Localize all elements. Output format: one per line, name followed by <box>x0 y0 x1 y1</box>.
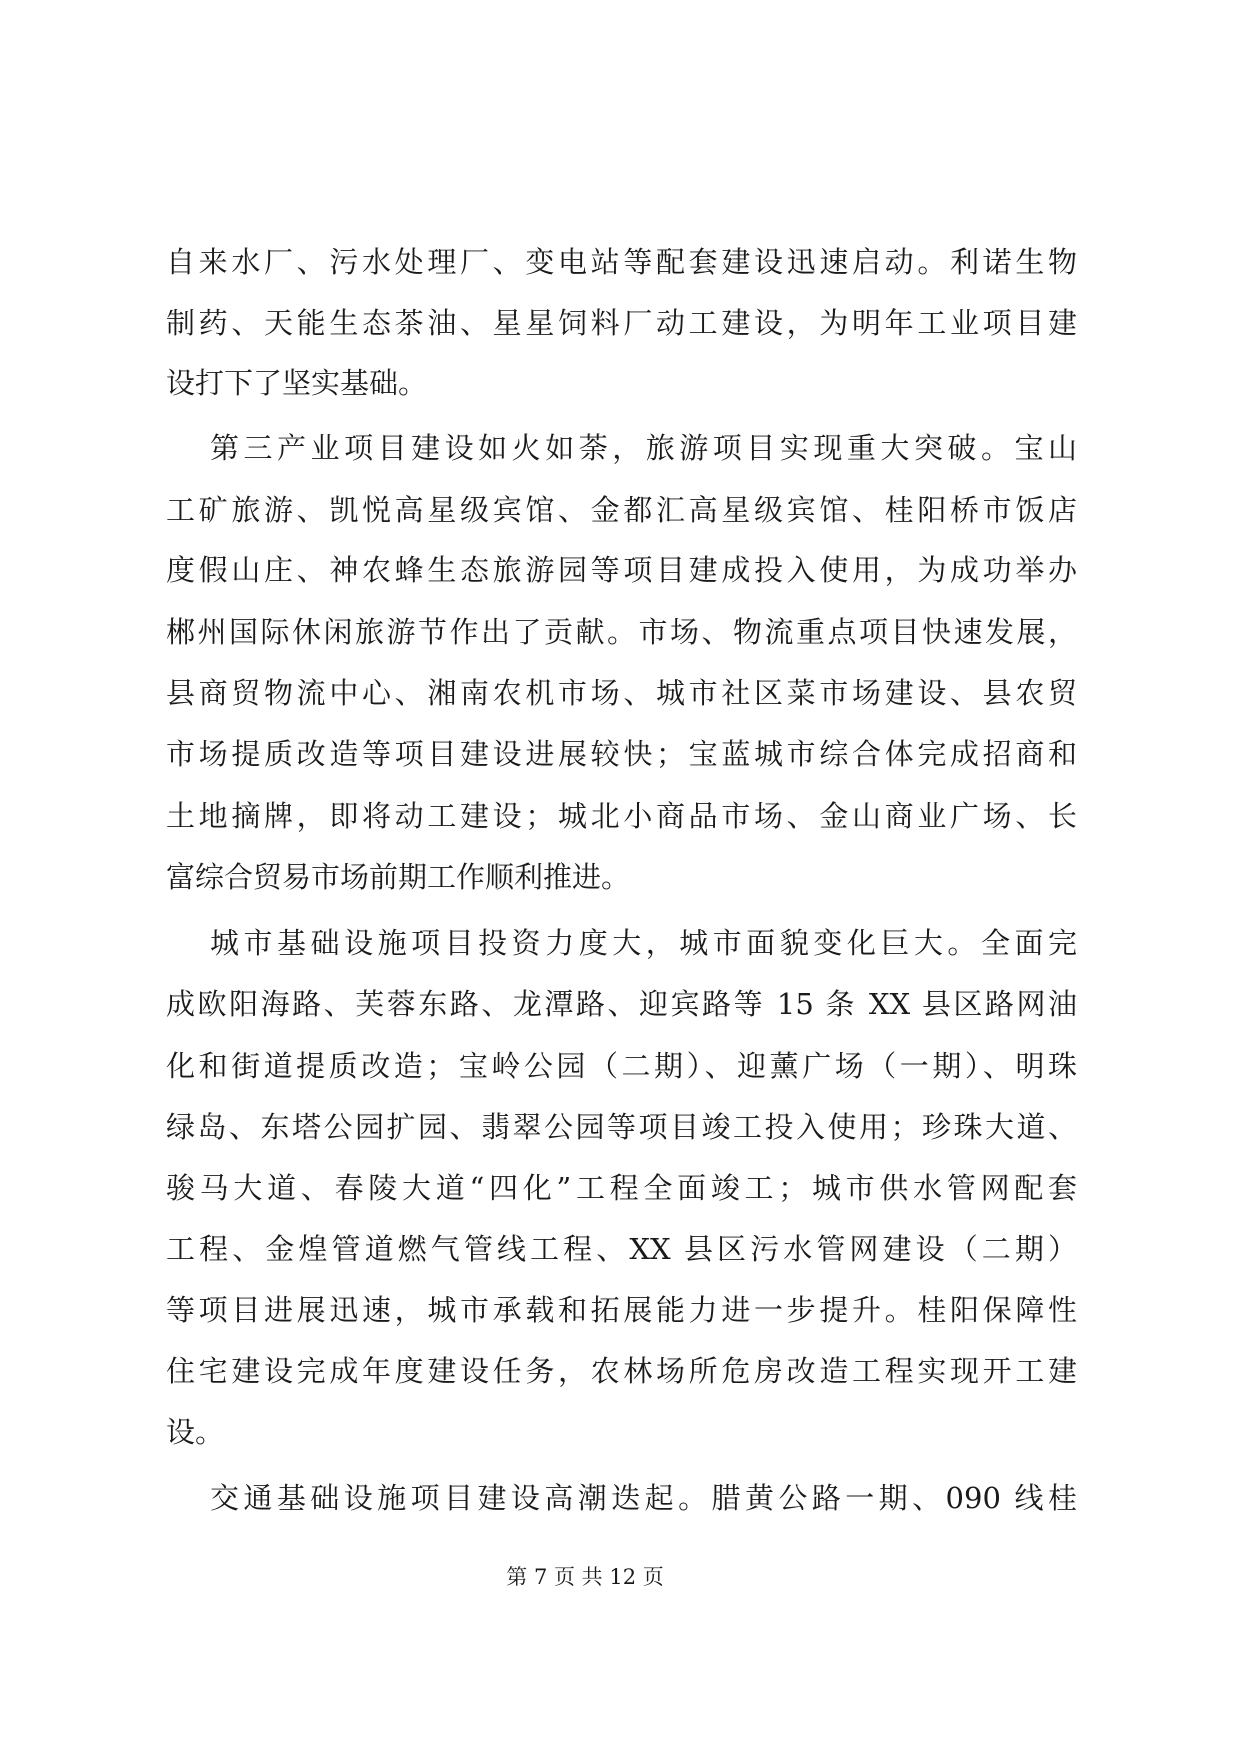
text-line: 住宅建设完成年度建设任务，农林场所危房改造工程实现开工建 <box>166 1354 1077 1388</box>
text-line: 设。 <box>166 1415 225 1449</box>
text-line: 自来水厂、污水处理厂、变电站等配套建设迅速启动。利诺生物 <box>166 245 1077 279</box>
text-line: 等项目进展迅速，城市承载和拓展能力进一步提升。桂阳保障性 <box>166 1293 1077 1327</box>
page-number-footer: 第 7 页 共 12 页 <box>506 1565 664 1589</box>
text-line: 城市基础设施项目投资力度大，城市面貌变化巨大。全面完 <box>210 926 1077 960</box>
text-line: 市场提质改造等项目建设进展较快；宝蓝城市综合体完成招商和 <box>166 737 1077 771</box>
text-line: 度假山庄、神农蜂生态旅游园等项目建成投入使用，为成功举办 <box>166 553 1077 587</box>
text-line: 化和街道提质改造；宝岭公园（二期）、迎薰广场（一期）、明珠 <box>166 1049 1077 1083</box>
text-line: 设打下了坚实基础。 <box>166 366 428 400</box>
text-line: 成欧阳海路、芙蓉东路、龙潭路、迎宾路等 15 条 XX 县区路网油 <box>166 987 1077 1021</box>
text-line: 县商贸物流中心、湘南农机市场、城市社区菜市场建设、县农贸 <box>166 676 1077 710</box>
text-line: 交通基础设施项目建设高潮迭起。腊黄公路一期、090 线桂 <box>210 1481 1077 1515</box>
text-line: 工程、金煌管道燃气管线工程、XX 县区污水管网建设（二期） <box>166 1232 1077 1266</box>
text-line: 土地摘牌，即将动工建设；城北小商品市场、金山商业广场、长 <box>166 799 1077 833</box>
text-line: 骏马大道、春陵大道“四化”工程全面竣工；城市供水管网配套 <box>166 1171 1077 1205</box>
text-line: 制药、天能生态茶油、星星饲料厂动工建设，为明年工业项目建 <box>166 306 1077 340</box>
text-line: 富综合贸易市场前期工作顺利推进。 <box>166 860 631 894</box>
text-line: 第三产业项目建设如火如荼，旅游项目实现重大突破。宝山 <box>210 431 1077 465</box>
text-line: 郴州国际休闲旅游节作出了贡献。市场、物流重点项目快速发展， <box>166 615 1077 649</box>
text-line: 绿岛、东塔公园扩园、翡翠公园等项目竣工投入使用；珍珠大道、 <box>166 1110 1077 1144</box>
text-line: 工矿旅游、凯悦高星级宾馆、金都汇高星级宾馆、桂阳桥市饭店 <box>166 493 1077 527</box>
